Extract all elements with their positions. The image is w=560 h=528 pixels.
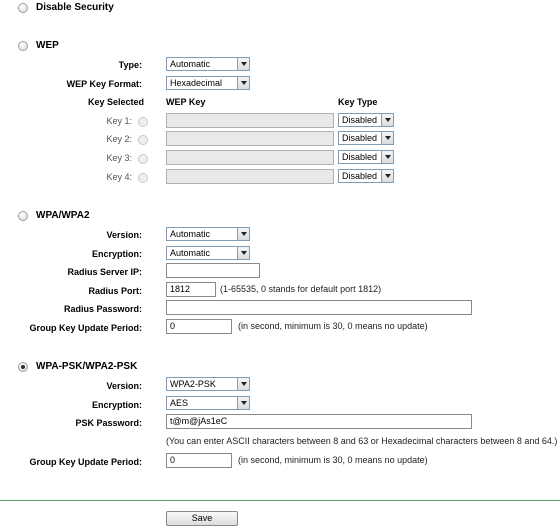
radius-ip-input[interactable]	[166, 263, 260, 278]
key-2-radio[interactable]	[138, 135, 148, 145]
chevron-down-icon	[237, 58, 249, 70]
wpa-version-select[interactable]	[166, 227, 250, 241]
wpa-radio[interactable]	[18, 211, 28, 221]
chevron-down-icon	[381, 170, 393, 182]
wep-type-value: Automatic	[170, 59, 211, 69]
wep-key-header: WEP Key	[166, 97, 206, 107]
psk-version-label: Version:	[106, 381, 142, 391]
key-3-input[interactable]	[166, 150, 334, 165]
chevron-down-icon	[237, 397, 249, 409]
key-4-label: Key 4:	[106, 172, 132, 182]
key-4-input[interactable]	[166, 169, 334, 184]
psk-version-value: WPA2-PSK	[170, 379, 216, 389]
wep-type-label: Type:	[118, 60, 142, 70]
chevron-down-icon	[381, 114, 393, 126]
key-3-type-value: Disabled	[342, 152, 378, 162]
key-4-type-value: Disabled	[342, 171, 378, 181]
key-3-label: Key 3:	[106, 153, 132, 163]
radius-password-input[interactable]	[166, 300, 472, 315]
key-1-type-select[interactable]	[338, 113, 394, 127]
chevron-down-icon	[237, 77, 249, 89]
chevron-down-icon	[237, 228, 249, 240]
wep-title: WEP	[36, 40, 59, 51]
key-3-type-select[interactable]	[338, 150, 394, 164]
key-2-input[interactable]	[166, 131, 334, 146]
key-1-input[interactable]	[166, 113, 334, 128]
wep-type-select[interactable]	[166, 57, 250, 71]
psk-password-note: (You can enter ASCII characters between 8 and 63 or Hexadecimal characters between 8 and 64.)	[166, 436, 558, 446]
wpa-group-key-input[interactable]: 0	[166, 319, 232, 334]
wpa-group-key-note: (in second, minimum is 30, 0 means no update)	[238, 321, 428, 331]
psk-title: WPA-PSK/WPA2-PSK	[36, 361, 138, 372]
chevron-down-icon	[237, 378, 249, 390]
psk-radio[interactable]	[18, 362, 28, 372]
key-2-type-value: Disabled	[342, 133, 378, 143]
key-4-radio[interactable]	[138, 173, 148, 183]
psk-group-key-label: Group Key Update Period:	[29, 457, 142, 467]
wep-radio[interactable]	[18, 41, 28, 51]
wpa-encryption-value: Automatic	[170, 248, 211, 258]
radius-port-note: (1-65535, 0 stands for default port 1812)	[220, 284, 382, 294]
disable-security-radio[interactable]	[18, 3, 28, 13]
key-selected-header: Key Selected	[88, 97, 145, 107]
key-2-label: Key 2:	[106, 134, 132, 144]
key-4-type-select[interactable]	[338, 169, 394, 183]
key-3-radio[interactable]	[138, 154, 148, 164]
chevron-down-icon	[381, 151, 393, 163]
disable-security-label: Disable Security	[36, 2, 114, 13]
key-1-type-value: Disabled	[342, 115, 378, 125]
key-type-header: Key Type	[338, 97, 378, 107]
wep-format-label: WEP Key Format:	[66, 79, 142, 89]
wpa-version-label: Version:	[106, 230, 142, 240]
psk-password-label: PSK Password:	[75, 418, 142, 428]
radius-ip-label: Radius Server IP:	[67, 267, 142, 277]
wpa-encryption-label: Encryption:	[91, 249, 142, 259]
chevron-down-icon	[381, 132, 393, 144]
radius-password-label: Radius Password:	[63, 304, 142, 314]
wpa-version-value: Automatic	[170, 229, 211, 239]
psk-group-key-note: (in second, minimum is 30, 0 means no update)	[238, 455, 428, 465]
psk-encryption-select[interactable]	[166, 396, 250, 410]
radius-port-input[interactable]: 1812	[166, 282, 216, 297]
psk-encryption-value: AES	[170, 398, 189, 408]
radius-port-label: Radius Port:	[88, 286, 142, 296]
psk-group-key-input[interactable]: 0	[166, 453, 232, 468]
wep-format-value: Hexadecimal	[170, 78, 223, 88]
wpa-title: WPA/WPA2	[36, 210, 90, 221]
psk-version-select[interactable]	[166, 377, 250, 391]
wep-format-select[interactable]	[166, 76, 250, 90]
save-button[interactable]: Save	[166, 511, 238, 526]
key-1-label: Key 1:	[106, 116, 132, 126]
footer-divider	[0, 500, 560, 501]
key-2-type-select[interactable]	[338, 131, 394, 145]
wpa-group-key-label: Group Key Update Period:	[29, 323, 142, 333]
psk-password-input[interactable]: t@m@jAs1eC	[166, 414, 472, 429]
chevron-down-icon	[237, 247, 249, 259]
wpa-encryption-select[interactable]	[166, 246, 250, 260]
key-1-radio[interactable]	[138, 117, 148, 127]
psk-encryption-label: Encryption:	[91, 400, 142, 410]
